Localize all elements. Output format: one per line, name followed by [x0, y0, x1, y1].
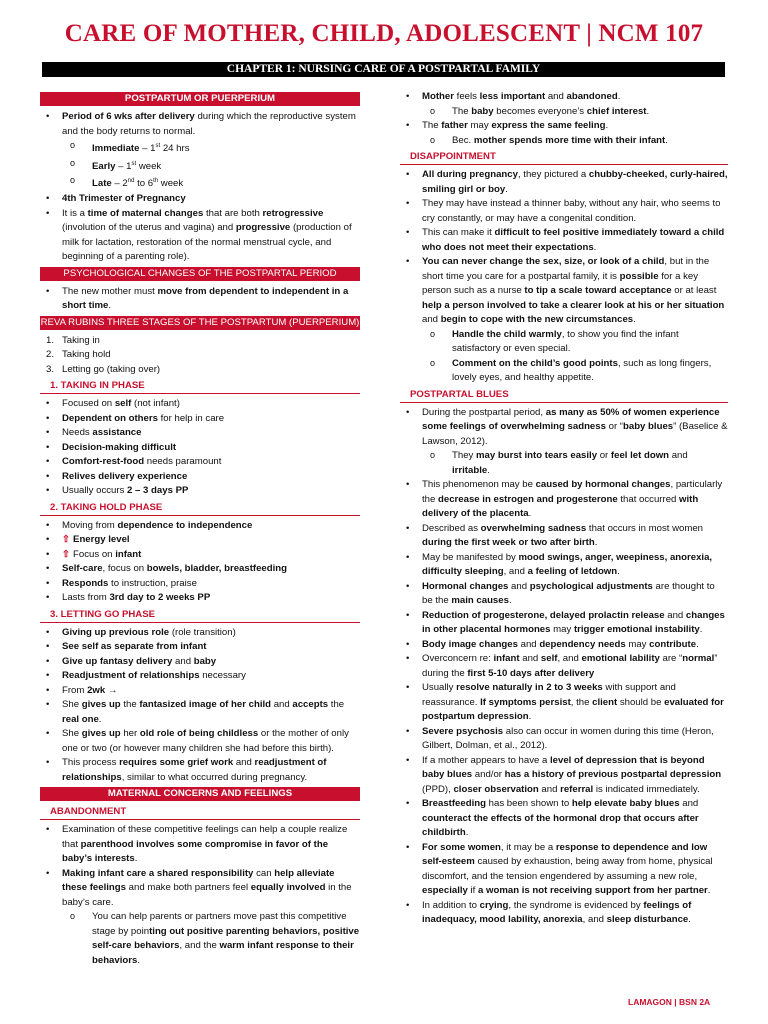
- list-item: • Hormonal changes and psychological adjustments are thought to be the main causes.: [400, 580, 728, 609]
- list-item: • 4th Trimester of Pregnancy: [40, 192, 360, 207]
- chapter-heading: CHAPTER 1: NURSING CARE OF A POSTPARTAL FAMILY: [42, 62, 725, 77]
- abandonment-list: [40, 823, 360, 968]
- list-item: • Severe psychosis also can occur in women during this time (Heron, Gilbert, Dolman, et al., 2012).: [400, 725, 728, 754]
- list-item: • ⇧ Energy level: [40, 533, 360, 548]
- list-item: • Comfort-rest-food needs paramount: [40, 455, 360, 470]
- letting-go-heading: 3. LETTING GO PHASE: [40, 608, 360, 623]
- list-item: o Comment on the child’s good points, such as long fingers, lovely eyes, and healthy appetite.: [400, 357, 728, 386]
- list-item: o Early – 1st week: [40, 157, 360, 175]
- footer-author: LAMAGON | BSN 2A: [628, 997, 711, 1007]
- list-item: o Bec. mother spends more time with their infant.: [400, 134, 728, 149]
- section-band-maternal-concerns: MATERNAL CONCERNS AND FEELINGS: [40, 787, 360, 801]
- list-item: • Lasts from 3rd day to 2 weeks PP: [40, 591, 360, 606]
- arrow-up-icon: ⇧: [62, 548, 71, 560]
- list-item: • Making infant care a shared responsibility can help alleviate these feelings and make both partners feel equally involved in the baby’s care.: [40, 867, 360, 911]
- list-item: o You can help parents or partners move past this competitive stage by pointing out positive parenting behaviors, positive self-care behaviors, and the warm infant response to their behaviors.: [40, 910, 360, 968]
- taking-hold-list: [40, 519, 360, 606]
- list-item: • For some women, it may be a response to dependence and low self-esteem caused by exhaustion, being away from home, physical discomfort, and the tension engendered by assuming a new role, especially if a woman is not receiving support from her partner.: [400, 841, 728, 899]
- list-item: • May be manifested by mood swings, anger, weepiness, anorexia, difficulty sleeping, and a feeling of letdown.: [400, 551, 728, 580]
- list-item: • Relives delivery experience: [40, 470, 360, 485]
- list-item: • Period of 6 wks after delivery during which the reproductive system and the body returns to normal.: [40, 110, 360, 139]
- list-item: 1. Taking in: [46, 334, 100, 346]
- list-item: • Mother feels less important and abandoned.: [400, 90, 728, 105]
- list-item: • Breastfeeding has been shown to help elevate baby blues and counteract the effects of the hormonal drop that occurs after childbirth.: [400, 797, 728, 841]
- list-item: • Giving up previous role (role transition): [40, 626, 360, 641]
- list-item: • Responds to instruction, praise: [40, 577, 360, 592]
- list-item: • All during pregnancy, they pictured a chubby-cheeked, curly-haired, smiling girl or boy.: [400, 168, 728, 197]
- list-item: • If a mother appears to have a level of depression that is beyond baby blues and/or has a history of previous postpartal depression (PPD), closer observation and referral is indicated immediately.: [400, 754, 728, 798]
- list-item: • This process requires some grief work and readjustment of relationships, similar to what occurred during pregnancy.: [40, 756, 360, 785]
- postpartum-list: [40, 110, 360, 265]
- psychological-list: [40, 285, 360, 314]
- list-item: 2. Taking hold: [46, 349, 111, 361]
- list-item: • Give up fantasy delivery and baby: [40, 655, 360, 670]
- arrow-up-icon: ⇧: [62, 534, 71, 546]
- list-item: • You can never change the sex, size, or look of a child, but in the short time you care for a postpartal family, it is possible for a key person such as a nurse to tip a scale toward acceptance or at least help a person involved to take a clearer look at his or her situation and begin to cope with the new circumstances.: [400, 255, 728, 328]
- list-item: • This phenomenon may be caused by hormonal changes, particularly the decrease in estrogen and progesterone that occurred with delivery of the placenta.: [400, 478, 728, 522]
- list-item: • It is a time of maternal changes that are both retrogressive (involution of the uterus and vagina) and progressive (production of milk for lactation, restoration of the normal menstrual cycle, and beginning of a parenting role).: [40, 207, 360, 265]
- list-item: • Examination of these competitive feelings can help a couple realize that parenthood involves some compromise in favor of the baby’s interests.: [40, 823, 360, 867]
- letting-go-list: [40, 626, 360, 786]
- list-item: • Moving from dependence to independence: [40, 519, 360, 534]
- list-item: • ⇧ Focus on infant: [40, 548, 360, 563]
- page-title: CARE OF MOTHER, CHILD, ADOLESCENT | NCM 107: [64, 20, 704, 47]
- list-item: • Usually resolve naturally in 2 to 3 weeks with support and reassurance. If symptoms persist, the client should be evaluated for postpartum depression.: [400, 681, 728, 725]
- list-item: 3. Letting go (taking over): [46, 363, 161, 375]
- abandonment-cont-list: [400, 90, 728, 148]
- list-item: • Self-care, focus on bowels, bladder, breastfeeding: [40, 562, 360, 577]
- list-item: • During the postpartal period, as many as 50% of women experience some feelings of overwhelming sadness or “baby blues” (Baselice & Lawson, 2012).: [400, 406, 728, 450]
- list-item: • Body image changes and dependency needs may contribute.: [400, 638, 728, 653]
- list-item: o Immediate – 1st 24 hrs: [40, 139, 360, 157]
- taking-in-heading: 1. TAKING IN PHASE: [40, 379, 360, 394]
- list-item: • She gives up the fantasized image of her child and accepts the real one.: [40, 698, 360, 727]
- list-item: • Needs assistance: [40, 426, 360, 441]
- list-item: • Readjustment of relationships necessary: [40, 669, 360, 684]
- taking-hold-heading: 2. TAKING HOLD PHASE: [40, 501, 360, 516]
- list-item: • See self as separate from infant: [40, 640, 360, 655]
- list-item: • Decision-making difficult: [40, 441, 360, 456]
- list-item: • In addition to crying, the syndrome is evidenced by feelings of inadequacy, mood lability, anorexia, and sleep disturbance.: [400, 899, 728, 928]
- disappointment-heading: DISAPPOINTMENT: [400, 150, 728, 165]
- list-item: o The baby becomes everyone’s chief interest.: [400, 105, 728, 120]
- disappointment-list: [400, 168, 728, 386]
- list-item: • Described as overwhelming sadness that occurs in most women during the first week or two after birth.: [400, 522, 728, 551]
- list-item: • This can make it difficult to feel positive immediately toward a child who does not meet their expectations.: [400, 226, 728, 255]
- blues-list: [400, 406, 728, 928]
- list-item: • They may have instead a thinner baby, without any hair, who seems to cry constantly, or may have a congenital condition.: [400, 197, 728, 226]
- list-item: o Late – 2nd to 6th week: [40, 174, 360, 192]
- postpartal-blues-heading: POSTPARTAL BLUES: [400, 388, 728, 403]
- section-band-postpartum: POSTPARTUM OR PUERPERIUM: [40, 92, 360, 106]
- list-item: • The new mother must move from dependent to independent in a short time.: [40, 285, 360, 314]
- left-column: [40, 90, 360, 968]
- list-item: • Focused on self (not infant): [40, 397, 360, 412]
- section-band-reva-rubins: REVA RUBINS THREE STAGES OF THE POSTPARTUM (PUERPERIUM): [40, 316, 360, 328]
- list-item: • Reduction of progesterone, delayed prolactin release and changes in other placental hormones may trigger emotional instability.: [400, 609, 728, 638]
- right-column: [400, 90, 728, 928]
- list-item: • She gives up her old role of being childless or the mother of only one or two (or however many children she had before this birth).: [40, 727, 360, 756]
- taking-in-list: [40, 397, 360, 499]
- section-band-psychological: PSYCHOLOGICAL CHANGES OF THE POSTPARTAL PERIOD: [40, 267, 360, 281]
- list-item: o Handle the child warmly, to show you find the infant satisfactory or even special.: [400, 328, 728, 357]
- list-item: • Usually occurs 2 – 3 days PP: [40, 484, 360, 499]
- list-item: • From 2wk →: [40, 684, 360, 699]
- list-item: • Dependent on others for help in care: [40, 412, 360, 427]
- stages-list: [40, 334, 360, 378]
- list-item: • Overconcern re: infant and self, and emotional lability are “normal” during the first 5-10 days after delivery: [400, 652, 728, 681]
- list-item: • The father may express the same feeling.: [400, 119, 728, 134]
- list-item: o They may burst into tears easily or feel let down and irritable.: [400, 449, 728, 478]
- abandonment-heading: ABANDONMENT: [40, 805, 360, 820]
